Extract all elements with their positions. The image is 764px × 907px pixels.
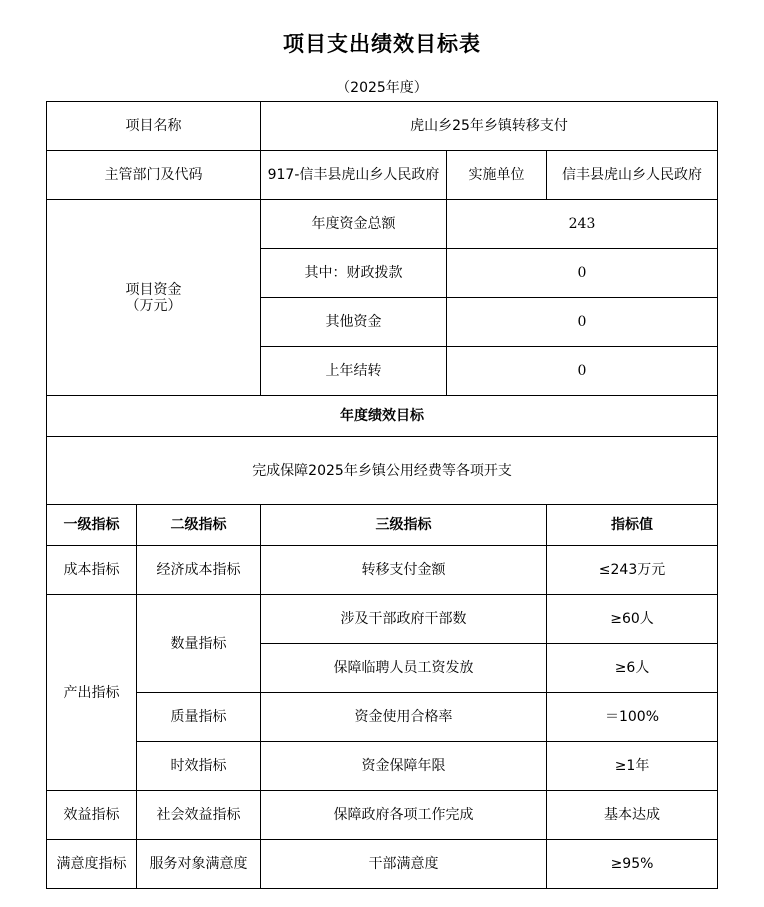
table-row — [47, 840, 718, 889]
value-cell: ≥1年 — [547, 742, 718, 791]
level2-cell: 时效指标 — [137, 742, 261, 791]
value-cell: 基本达成 — [547, 791, 718, 840]
funds-fiscal-value: 0 — [447, 249, 718, 298]
project-name-row — [47, 102, 718, 151]
implementing-unit-label: 实施单位 — [447, 151, 547, 200]
level3-cell: 涉及干部政府干部数 — [261, 595, 547, 644]
level2-cell: 经济成本指标 — [137, 546, 261, 595]
project-funds-label — [47, 200, 261, 396]
funds-other-value: 0 — [447, 298, 718, 347]
indicator-header-row — [47, 505, 718, 546]
value-cell: ≤243万元 — [547, 546, 718, 595]
table-row — [47, 546, 718, 595]
funds-carryover-label: 上年结转 — [261, 347, 447, 396]
level1-cell: 效益指标 — [47, 791, 137, 840]
department-label: 主管部门及代码 — [47, 151, 261, 200]
funds-row — [47, 200, 718, 249]
level1-cell: 产出指标 — [47, 595, 137, 791]
value-cell: ≥60人 — [547, 595, 718, 644]
annual-goal-text: 完成保障2025年乡镇公用经费等各项开支 — [47, 437, 718, 505]
funds-total-label: 年度资金总额 — [261, 200, 447, 249]
header-level1: 一级指标 — [47, 505, 137, 546]
level3-cell: 保障政府各项工作完成 — [261, 791, 547, 840]
performance-table — [46, 101, 718, 889]
funds-carryover-value: 0 — [447, 347, 718, 396]
funds-other-label: 其他资金 — [261, 298, 447, 347]
annual-goal-header: 年度绩效目标 — [47, 396, 718, 437]
header-level2: 二级指标 — [137, 505, 261, 546]
goal-header-row — [47, 396, 718, 437]
level1-cell: 满意度指标 — [47, 840, 137, 889]
department-row — [47, 151, 718, 200]
level2-cell: 社会效益指标 — [137, 791, 261, 840]
year-subtitle: （2025年度） — [336, 80, 428, 96]
project-funds-unit: （万元） — [125, 297, 182, 314]
level3-cell: 保障临聘人员工资发放 — [261, 644, 547, 693]
level3-cell: 资金保障年限 — [261, 742, 547, 791]
table-row — [47, 693, 718, 742]
project-name-value: 虎山乡25年乡镇转移支付 — [261, 102, 718, 151]
page-title: 项目支出绩效目标表 — [283, 31, 481, 56]
level3-cell: 转移支付金额 — [261, 546, 547, 595]
level1-cell: 成本指标 — [47, 546, 137, 595]
level2-cell: 数量指标 — [137, 595, 261, 693]
value-cell: ≥95% — [547, 840, 718, 889]
goal-text-row — [47, 437, 718, 505]
header-level3: 三级指标 — [261, 505, 547, 546]
level2-cell: 质量指标 — [137, 693, 261, 742]
project-name-label: 项目名称 — [47, 102, 261, 151]
level3-cell: 资金使用合格率 — [261, 693, 547, 742]
value-cell: ＝100% — [547, 693, 718, 742]
header-value: 指标值 — [547, 505, 718, 546]
table-row — [47, 595, 718, 644]
funds-total-value: 243 — [447, 200, 718, 249]
department-value: 917-信丰县虎山乡人民政府 — [261, 151, 447, 200]
table-row — [47, 742, 718, 791]
value-cell: ≥6人 — [547, 644, 718, 693]
implementing-unit-value: 信丰县虎山乡人民政府 — [547, 151, 718, 200]
table-row — [47, 791, 718, 840]
funds-fiscal-label: 其中：财政拨款 — [261, 249, 447, 298]
level3-cell: 干部满意度 — [261, 840, 547, 889]
level2-cell: 服务对象满意度 — [137, 840, 261, 889]
project-funds-title: 项目资金 — [125, 281, 182, 298]
